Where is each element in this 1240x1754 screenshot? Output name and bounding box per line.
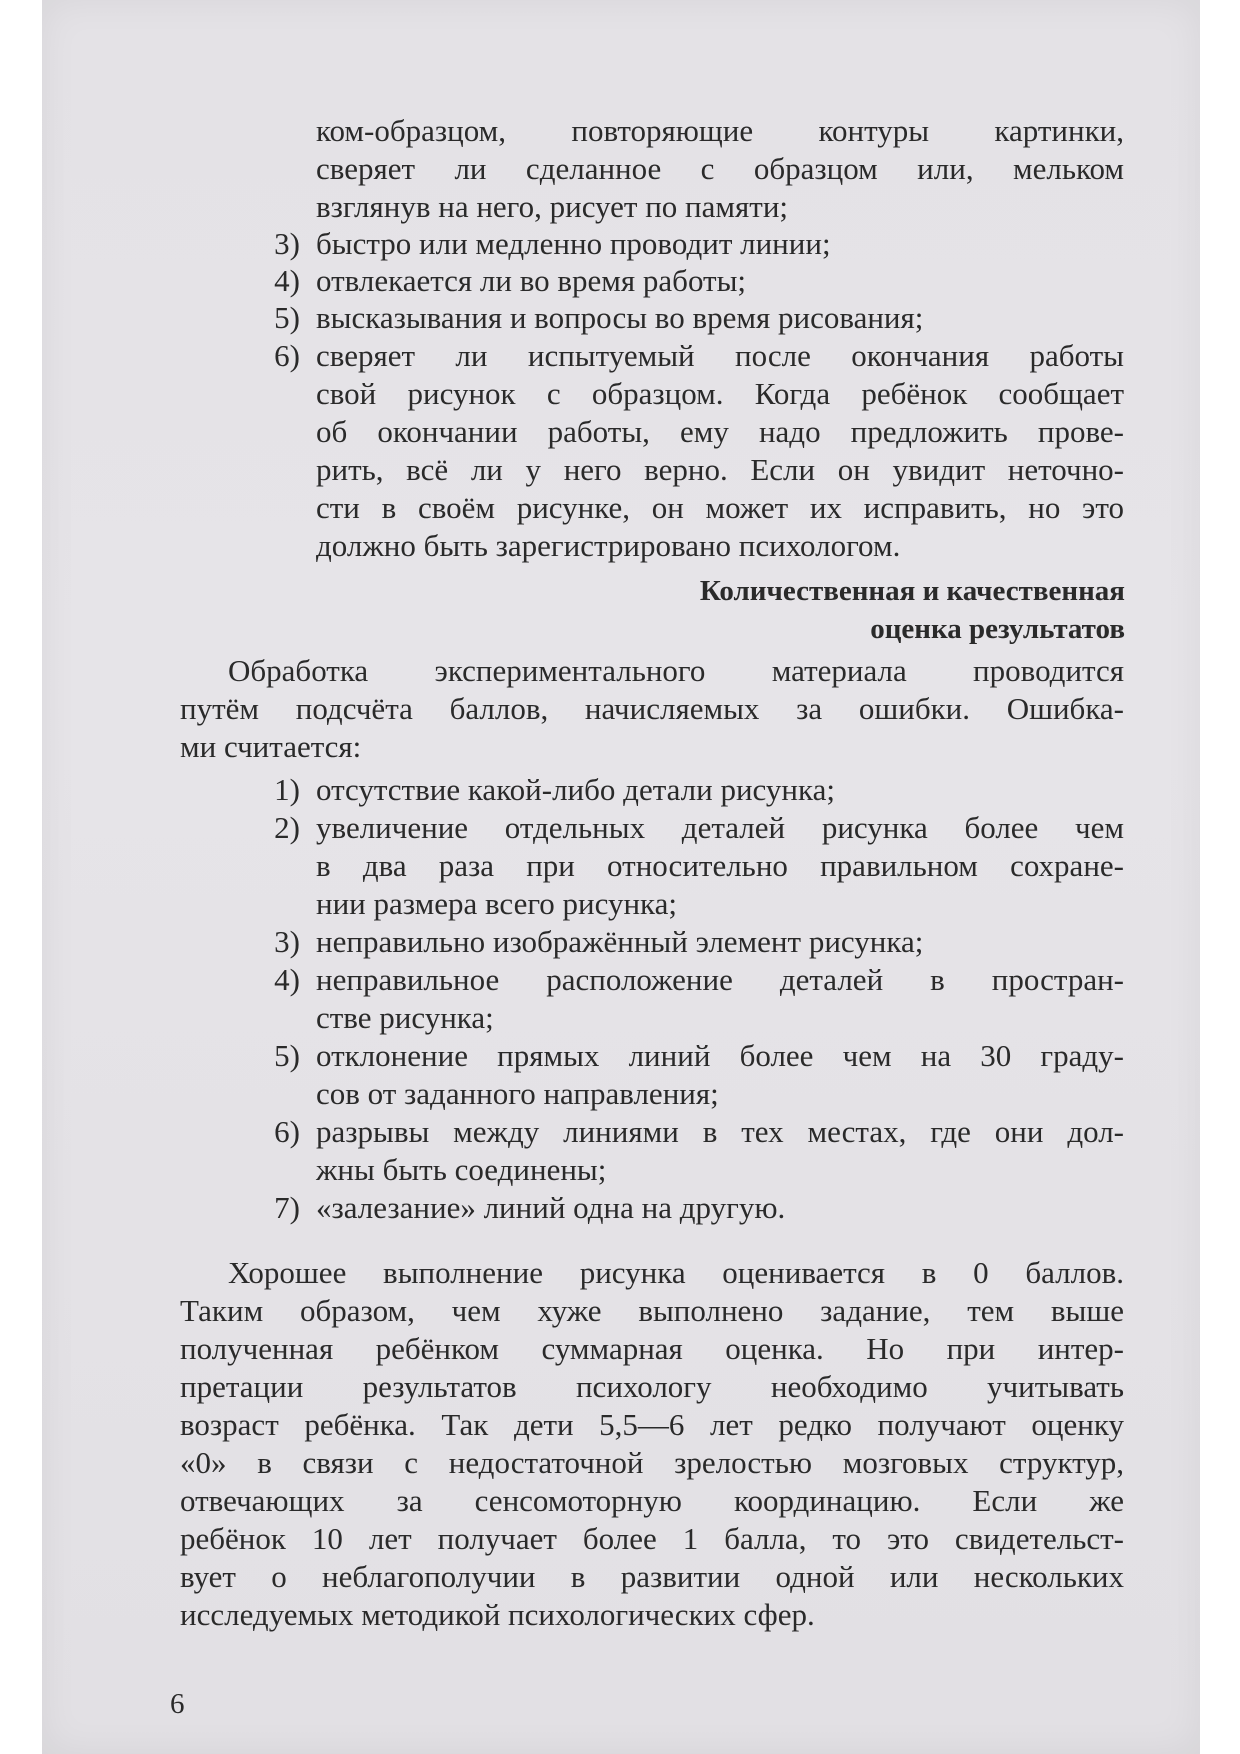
page-number: 6	[170, 1688, 185, 1720]
book-page: ком-образцом, повторяющие контуры картинки, сверяет ли сделанное с образцом или, мельком взглянув на него, рисует по памяти; 3) быстро или медленно проводит линии; 4) отвлекается ли во время работы; 5) высказывания и вопросы во время рисования; 6) сверяет ли испытуемый после окончания работы свой рисунок с образцом. Когда ребёнок сообщает об окончании работы, ему надо предложить прове- рить, всё ли у него верно. Если он увидит неточно- сти в своём рисунке, он может их исправить, но это должно быть зарегистрировано психологом. Количественная и качественная оценка результатов Обработка экспериментального материала проводится путём подсчёта баллов, начисляемых за ошибки. Ошибка- ми считается: 1) отсутствие какой-либо детали рисунка; 2) увеличение отдельных деталей рисунка более чем в два раза при относительно правильном сохране- нии размера всего рисунка; 3) неправильно изображённый элемент рисунка; 4) неправильное расположение деталей в простран- стве рисунка; 5) отклонение прямых линий более чем на 30 граду- сов от заданного направления; 6) разрывы между линиями в тех местах, где они дол- жны быть соединены; 7) «залезание» линий одна на другую. Хорошее выполнение рисунка оценивается в 0 баллов. Таким образом, чем хуже выполнено задание, тем выше полученная ребёнком суммарная оценка. Но при интер- претации результатов психологу необходимо учитывать возраст ребёнка. Так дети 5,5—6 лет редко получают оценку «0» в связи с недостаточной зрелостью мозговых структур, отвечающих за сенсомоторную координацию. Если же ребёнок 10 лет получает более 1 балла, то это свидетельст- вует о неблагополучии в развитии одной или нескольких исследуемых методикой психологических сфер. 6	[42, 0, 1200, 1754]
